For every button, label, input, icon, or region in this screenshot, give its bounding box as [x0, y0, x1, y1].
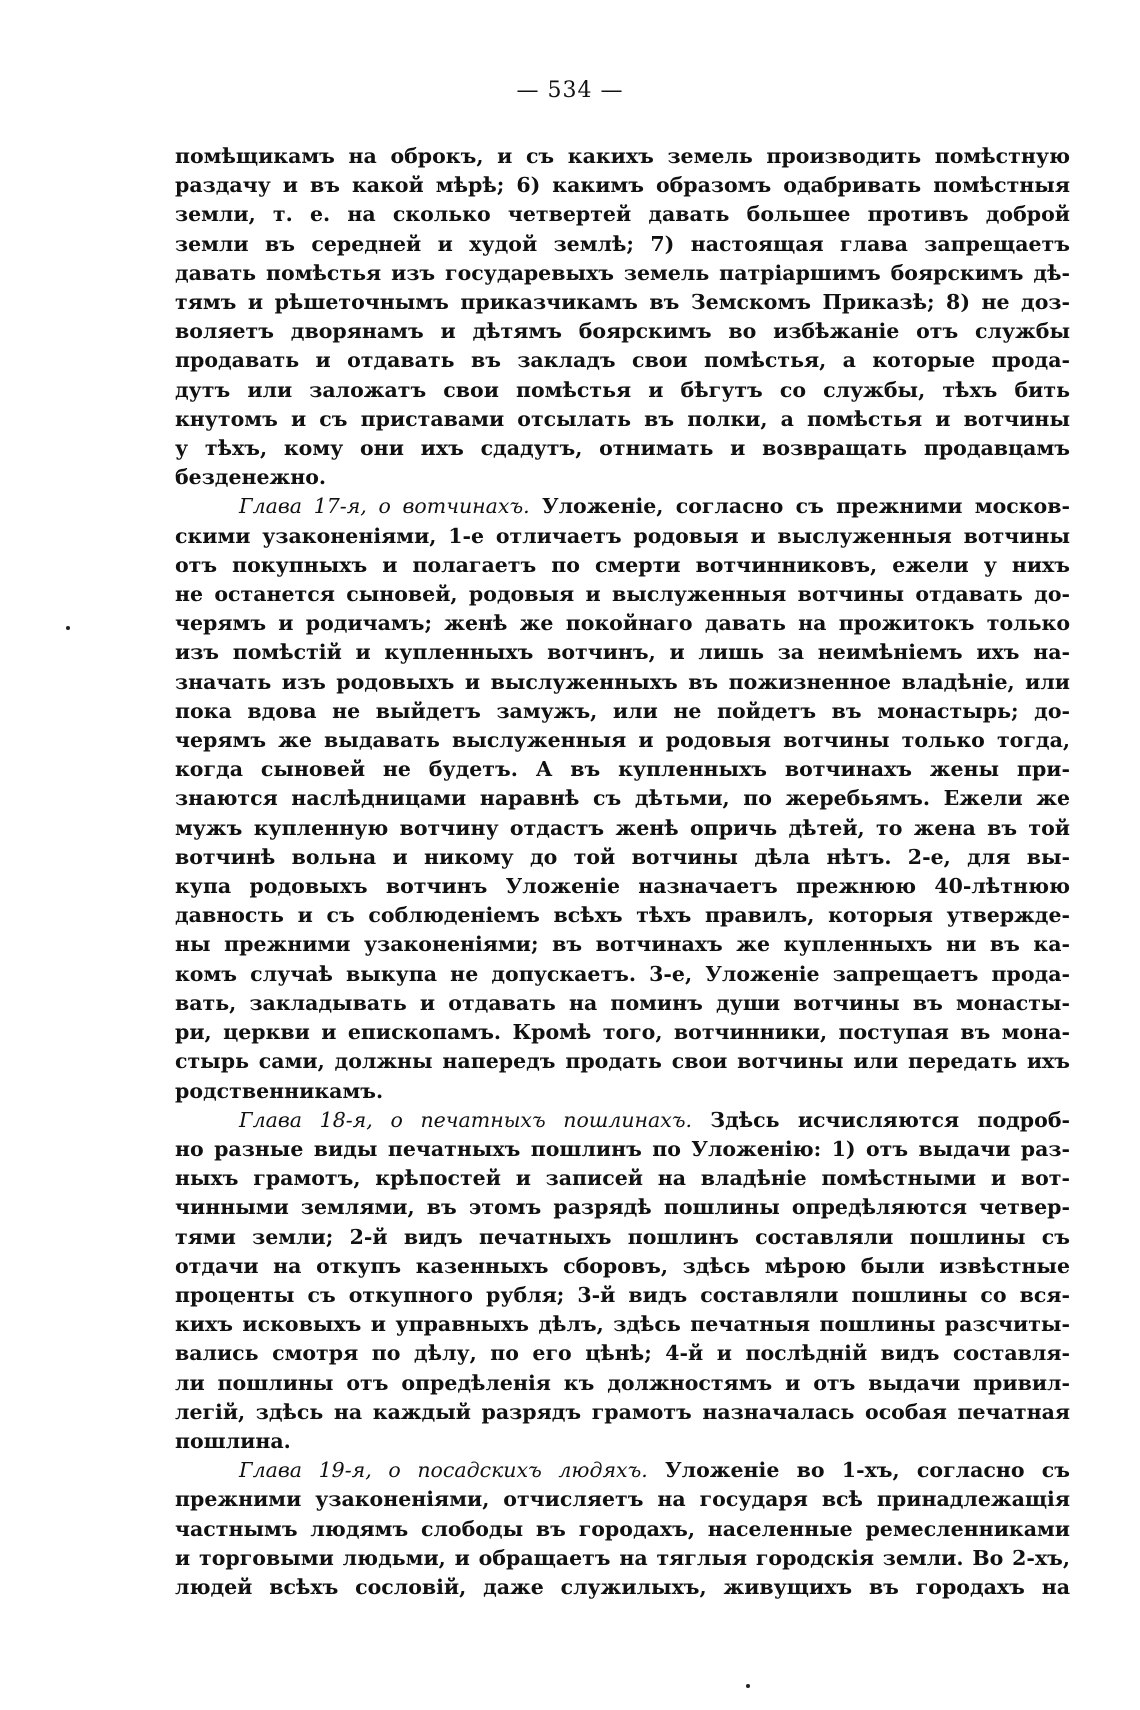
text-line: воляетъ дворянамъ и дѣтямъ боярскимъ во избѣжаніе отъ службы — [175, 319, 1070, 344]
paragraph-chapter-17 — [175, 492, 1070, 1105]
text-line: продавать и отдавать въ закладъ свои помѣстья, а которые прода- — [175, 348, 1070, 373]
text-line: значать изъ родовыхъ и выслуженныхъ въ пожизненное владѣніе, или — [175, 669, 1070, 694]
text-line: чинными землями, въ этомъ разрядѣ пошлины опредѣляются четвер- — [175, 1195, 1070, 1220]
paragraph-chapter-19 — [175, 1456, 1070, 1602]
text-fragment: Уложеніе во 1-хъ, согласно съ — [665, 1458, 1070, 1483]
text-line: черямъ и родичамъ; женѣ же покойнаго давать на прожитокъ только — [175, 611, 1070, 636]
text-line: ныхъ грамотъ, крѣпостей и записей на владѣніе помѣстными и вот- — [175, 1166, 1070, 1191]
text-line: купа родовыхъ вотчинъ Уложеніе назначаетъ прежнюю 40-лѣтнюю — [175, 874, 1070, 899]
text-line: скими узаконеніями, 1-е отличаетъ родовыя и выслуженныя вотчины — [175, 523, 1070, 548]
text-line: когда сыновей не будетъ. А въ купленныхъ вотчинахъ жены при- — [175, 757, 1070, 782]
text-line — [175, 1106, 1070, 1135]
text-line: дутъ или заложатъ свои помѣстья и бѣгутъ со службы, тѣхъ бить — [175, 377, 1070, 402]
text-line: у тѣхъ, кому они ихъ сдадутъ, отнимать и возвращать продавцамъ — [175, 436, 1070, 461]
text-line: давать помѣстья изъ государевыхъ земель патріаршимъ боярскимъ дѣ- — [175, 260, 1070, 285]
text-line: кихъ исковыхъ и управныхъ дѣлъ, здѣсь печатныя пошлины разсчиты- — [175, 1312, 1070, 1337]
text-line: вотчинѣ вольна и никому до той вотчины дѣла нѣтъ. 2-е, для вы- — [175, 844, 1070, 869]
page-number: — 534 — — [516, 78, 624, 103]
text-line: отъ покупныхъ и полагаетъ по смерти вотчинниковъ, ежели у нихъ — [175, 552, 1070, 577]
print-speck — [66, 626, 70, 630]
text-line: помѣщикамъ на оброкъ, и съ какихъ земель производить помѣстную — [175, 144, 1070, 168]
text-line: родственникамъ. — [175, 1078, 384, 1103]
text-line: стырь сами, должны напередъ продать свои вотчины или передать ихъ — [175, 1049, 1070, 1074]
text-line: комъ случаѣ выкупа не допускаетъ. 3-е, Уложеніе запрещаетъ прода- — [175, 961, 1070, 986]
chapter-heading: Глава 19-я, о посадскихъ людяхъ. — [239, 1458, 648, 1483]
text-line: изъ помѣстій и купленныхъ вотчинъ, и лишь за неимѣніемъ ихъ на- — [175, 640, 1070, 665]
text-line: давность и съ соблюденіемъ всѣхъ тѣхъ правилъ, которыя утвержде- — [175, 903, 1070, 928]
text-line: частнымъ людямъ слободы въ городахъ, населенные ремесленниками — [175, 1516, 1070, 1541]
text-line: ны прежними узаконеніями; въ вотчинахъ же купленныхъ ни въ ка- — [175, 932, 1070, 957]
text-line: вались смотря по дѣлу, по его цѣнѣ; 4-й и послѣдній видъ составля- — [175, 1341, 1070, 1366]
text-line: людей всѣхъ сословій, даже служилыхъ, живущихъ въ городахъ на — [175, 1574, 1070, 1599]
text-line — [175, 1456, 1070, 1485]
text-line: кнутомъ и съ приставами отсылать въ полки, а помѣстья и вотчины — [175, 406, 1070, 431]
text-line: вать, закладывать и отдавать на поминъ души вотчины въ монасты- — [175, 990, 1070, 1015]
text-line: пока вдова не выйдетъ замужъ, или не пойдетъ въ монастырь; до- — [175, 698, 1070, 723]
chapter-heading: Глава 17-я, о вотчинахъ. — [239, 494, 530, 519]
text-line: мужъ купленную вотчину отдастъ женѣ опричь дѣтей, то жена въ той — [175, 815, 1070, 840]
text-line: тямъ и рѣшеточнымъ приказчикамъ въ Земскомъ Приказѣ; 8) не доз- — [175, 290, 1070, 315]
text-line: не останется сыновей, родовыя и выслуженныя вотчины отдавать до- — [175, 582, 1070, 607]
text-line: знаются наслѣдницами наравнѣ съ дѣтьми, по жеребьямъ. Ежели же — [175, 786, 1070, 811]
paragraph-chapter-18 — [175, 1106, 1070, 1456]
chapter-heading: Глава 18-я, о печатныхъ пошлинахъ. — [239, 1107, 692, 1132]
text-line — [175, 492, 1070, 521]
text-line: легій, здѣсь на каждый разрядъ грамотъ назначалась особая печатная — [175, 1399, 1070, 1424]
text-line: пошлина. — [175, 1428, 291, 1453]
text-line: отдачи на откупъ казенныхъ сборовъ, здѣсь мѣрою были извѣстные — [175, 1253, 1070, 1278]
text-line: раздачу и въ какой мѣрѣ; 6) какимъ образомъ одабривать помѣстныя — [175, 173, 1070, 198]
text-line: ли пошлины отъ опредѣленія къ должностямъ и отъ выдачи привил- — [175, 1370, 1070, 1395]
text-line: черямъ же выдавать выслуженныя и родовыя вотчины только тогда, — [175, 728, 1070, 753]
text-fragment: Уложеніе, согласно съ прежними москов- — [541, 494, 1070, 519]
text-line: земли въ середней и худой землѣ; 7) настоящая глава запрещаетъ — [175, 231, 1070, 256]
text-line: тями земли; 2-й видъ печатныхъ пошлинъ составляли пошлины съ — [175, 1224, 1070, 1249]
text-line: прежними узаконеніями, отчисляетъ на государя всѣ принадлежащія — [175, 1487, 1070, 1512]
paragraph-continuation — [175, 142, 1070, 492]
text-line: проценты съ откупного рубля; 3-й видъ составляли пошлины со вся- — [175, 1282, 1070, 1307]
print-speck — [746, 1684, 750, 1688]
body-text — [175, 142, 1070, 1602]
text-line: ри, церкви и епископамъ. Кромѣ того, вотчинники, поступая въ мона- — [175, 1020, 1070, 1045]
text-line: и торговыми людьми, и обращаетъ на тяглыя городскія земли. Во 2-хъ, — [175, 1545, 1070, 1570]
text-fragment: Здѣсь исчисляются подроб- — [710, 1107, 1070, 1132]
text-line: земли, т. е. на сколько четвертей давать большее противъ доброй — [175, 202, 1070, 227]
text-line: безденежно. — [175, 465, 327, 490]
text-line: но разные виды печатныхъ пошлинъ по Уложенію: 1) отъ выдачи раз- — [175, 1136, 1070, 1161]
